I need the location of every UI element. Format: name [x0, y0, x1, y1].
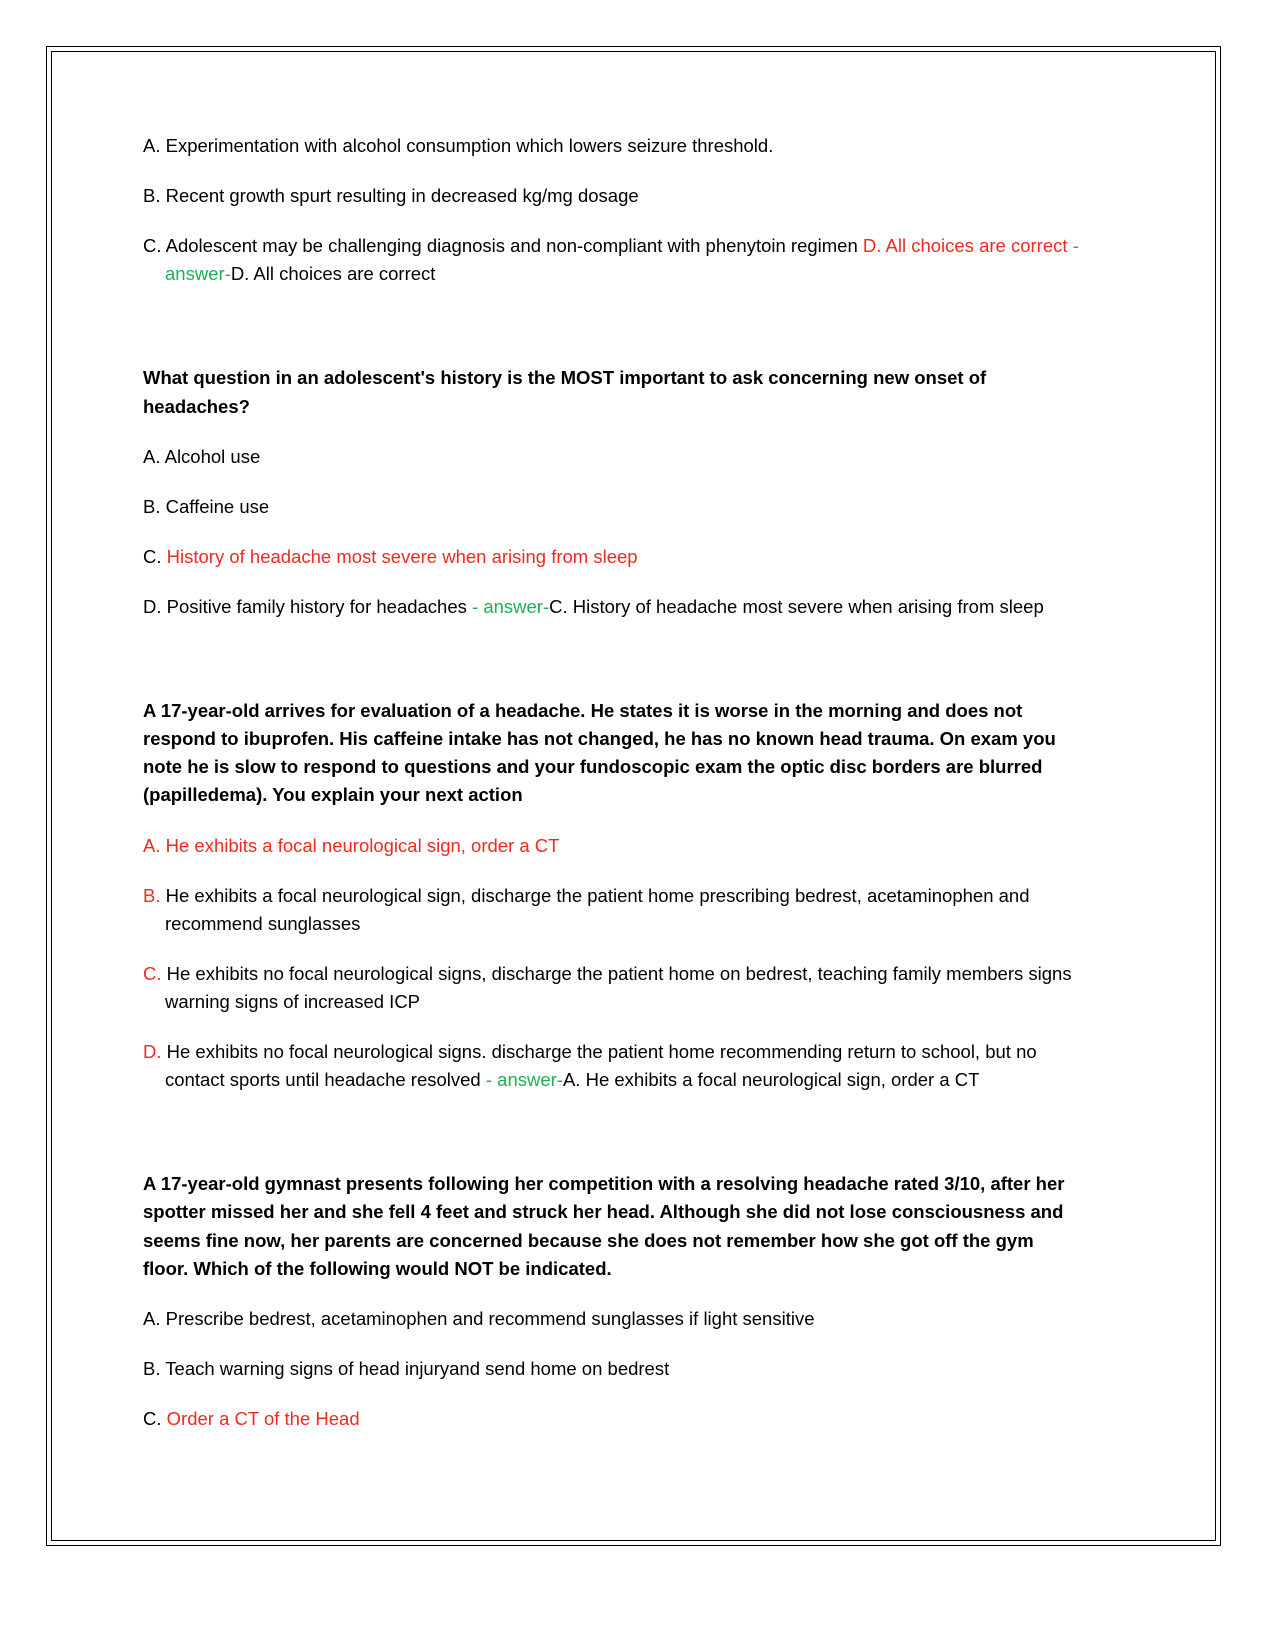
question-block-4 — [143, 1170, 1083, 1433]
option-row — [143, 1355, 1083, 1383]
option-prefix: C. — [143, 235, 162, 257]
option-text: Order a CT of the Head — [166, 1407, 360, 1429]
option-text: He exhibits a focal neurological sign, order a CT — [165, 834, 560, 856]
option-text: Alcohol use — [164, 445, 261, 467]
option-text: He exhibits a focal neurological sign, discharge the patient home prescribing bedrest, acetaminophen and recommend sunglasses — [165, 884, 1030, 934]
question-block-2 — [143, 364, 1083, 621]
option-row — [143, 593, 1083, 621]
option-row — [143, 543, 1083, 571]
option-prefix: D. — [143, 595, 162, 617]
option-prefix: A. — [143, 445, 161, 467]
option-text: He exhibits no focal neurological signs, discharge the patient home on bedrest, teaching family members signs warning signs of increased ICP — [165, 962, 1072, 1012]
option-row — [143, 1305, 1083, 1333]
question-stem: A 17-year-old gymnast presents following her competition with a resolving headache rated 3/10, after her spotter missed her and she fell 4 feet and struck her head. Although she did not lose consciousness and seems fine now, her parents are concerned because she does not remember how she got off the gym floor. Which of the following would NOT be indicated. — [143, 1173, 1065, 1279]
question-block-3 — [143, 697, 1083, 1094]
option-prefix: A. — [143, 834, 161, 856]
option-row — [143, 182, 1083, 210]
question-block-1 — [143, 132, 1083, 288]
block-spacer — [143, 1116, 1083, 1170]
block-spacer — [143, 643, 1083, 697]
answer-highlight: D. All choices are correct — [862, 235, 1073, 257]
option-row — [143, 832, 1083, 860]
document-content — [143, 132, 1083, 1455]
option-text: Experimentation with alcohol consumption which lowers seizure threshold. — [165, 135, 774, 156]
option-row — [143, 960, 1083, 1016]
option-prefix: D. — [143, 1041, 162, 1063]
option-text: Adolescent may be challenging diagnosis and non-compliant with phenytoin regimen — [165, 235, 863, 257]
option-prefix: A. — [143, 1307, 161, 1329]
question-stem: What question in an adolescent's history is the MOST important to ask concerning new onset of headaches? — [143, 367, 987, 417]
option-row — [143, 443, 1083, 471]
option-prefix: B. — [143, 495, 161, 517]
answer-text: A. He exhibits a focal neurological sign, order a CT — [562, 1069, 980, 1091]
answer-text: D. All choices are correct — [230, 263, 436, 285]
option-row — [143, 232, 1083, 288]
answer-marker: - answer- — [485, 1069, 563, 1091]
option-prefix: C. — [143, 545, 162, 567]
question-stem: A 17-year-old arrives for evaluation of a headache. He states it is worse in the morning and does not respond to ibuprofen. His caffeine intake has not changed, he has no known head trauma. On exam you note he is slow to respond to questions and your fundoscopic exam the optic disc borders are blurred (papilledema). You explain your next action — [143, 700, 1056, 806]
option-row — [143, 493, 1083, 521]
block-spacer — [143, 310, 1083, 364]
option-row — [143, 882, 1083, 938]
option-text: Prescribe bedrest, acetaminophen and recommend sunglasses if light sensitive — [165, 1307, 815, 1329]
option-prefix: A. — [143, 135, 161, 156]
page-border-frame — [46, 46, 1221, 1546]
option-prefix: C. — [143, 962, 162, 984]
option-text: He exhibits no focal neurological signs. discharge the patient home recommending return to school, but no contact sports until headache resolved — [165, 1041, 1037, 1091]
answer-marker: - answer- — [472, 595, 550, 617]
option-text: Recent growth spurt resulting in decreased kg/mg dosage — [165, 185, 639, 207]
option-text: Positive family history for headaches — [166, 595, 473, 617]
option-text: Caffeine use — [165, 495, 270, 517]
option-prefix: B. — [143, 884, 161, 906]
answer-text: C. History of headache most severe when arising from sleep — [549, 595, 1044, 617]
option-row — [143, 132, 1083, 160]
option-prefix: C. — [143, 1407, 162, 1429]
option-text: History of headache most severe when arising from sleep — [166, 545, 638, 567]
option-text: Teach warning signs of head injuryand send home on bedrest — [165, 1357, 670, 1379]
option-row — [143, 1405, 1083, 1433]
option-prefix: B. — [143, 185, 161, 207]
answer-marker: - answer- — [165, 235, 1079, 285]
option-prefix: B. — [143, 1357, 161, 1379]
option-row — [143, 1038, 1083, 1094]
